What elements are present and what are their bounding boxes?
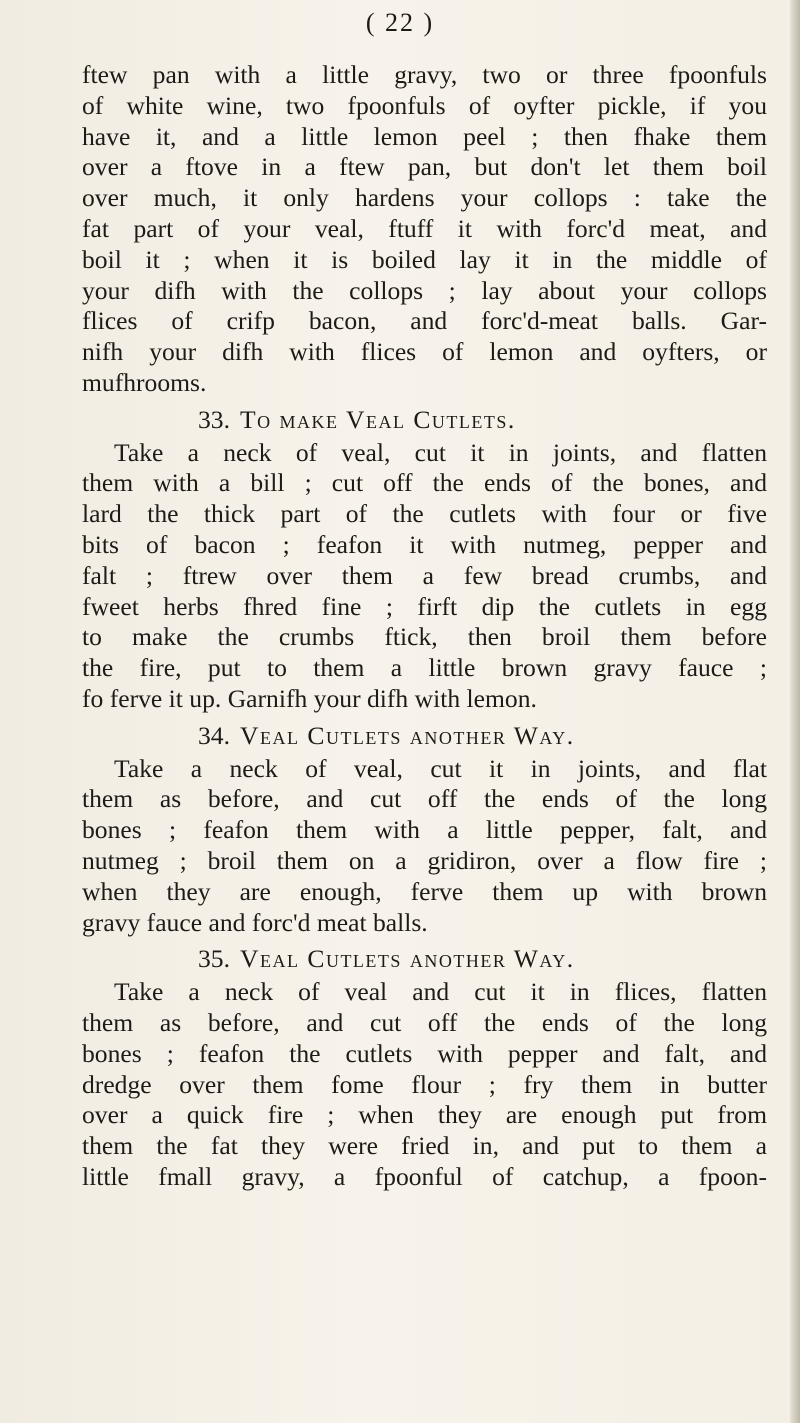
text-line: flices of crifp bacon, and forc'd-meat balls. Gar- — [82, 306, 767, 336]
text-line: them as before, and cut off the ends of the long — [82, 784, 767, 814]
text-line: to make the crumbs ftick, then broil them before — [82, 622, 767, 652]
recipe-number: 33. — [198, 404, 230, 434]
text-line: falt ; ftrew over them a few bread crumbs, and — [82, 560, 767, 590]
text-line: Take a neck of veal, cut it in joints, and flat — [114, 753, 767, 783]
text-line: mufhrooms. — [82, 367, 207, 397]
text-line: fweet herbs fhred fine ; firft dip the cutlets in egg — [82, 591, 767, 621]
text-line: over a quick fire ; when they are enough put from — [82, 1100, 767, 1130]
text-line: the fire, put to them a little brown gravy fauce ; — [82, 653, 767, 683]
recipe-number: 35. — [198, 944, 230, 974]
recipe-heading-33 — [82, 405, 767, 436]
text-line: when they are enough, ferve them up with brown — [82, 876, 767, 906]
text-line: Take a neck of veal, cut it in joints, and flatten — [114, 437, 767, 467]
text-line: bones ; feafon them with a little pepper, falt, and — [82, 815, 767, 845]
text-line: bits of bacon ; feafon it with nutmeg, pepper and — [82, 529, 767, 559]
text-line: over a ftove in a ftew pan, but don't let them boil — [82, 152, 767, 182]
text-line: of white wine, two fpoonfuls of oyfter pickle, if you — [82, 90, 767, 120]
page-text — [82, 60, 767, 1193]
text-line: nifh your difh with flices of lemon and oyfters, or — [82, 337, 767, 367]
text-line: fat part of your veal, ftuff it with forc'd meat, and — [82, 213, 767, 243]
text-line: boil it ; when it is boiled lay it in the middle of — [82, 244, 767, 274]
text-line: ftew pan with a little gravy, two or three fpoonfuls — [82, 60, 767, 89]
recipe-title: Veal Cutlets another Way. — [240, 944, 575, 974]
page-edge-shadow — [790, 0, 800, 1423]
text-line: over much, it only hardens your collops : take the — [82, 183, 767, 213]
page-number: ( 22 ) — [365, 8, 435, 37]
recipe-number: 34. — [198, 720, 230, 750]
text-line: Take a neck of veal and cut it in flices, flatten — [114, 977, 767, 1007]
text-line: dredge over them fome flour ; fry them in butter — [82, 1069, 767, 1099]
text-line: gravy fauce and forc'd meat balls. — [82, 907, 428, 937]
text-line: lard the thick part of the cutlets with four or five — [82, 499, 767, 529]
text-line: them as before, and cut off the ends of the long — [82, 1007, 767, 1037]
text-line: them with a bill ; cut off the ends of the bones, and — [82, 468, 767, 498]
text-line: them the fat they were fried in, and put to them a — [82, 1131, 767, 1161]
recipe-heading-35 — [82, 944, 767, 975]
recipe-title: Veal Cutlets another Way. — [240, 720, 575, 750]
recipe-heading-34 — [82, 721, 767, 752]
recipe-title: To make Veal Cutlets. — [240, 404, 516, 434]
text-line: little fmall gravy, a fpoonful of catchup, a fpoon- — [82, 1161, 767, 1191]
text-line: bones ; feafon the cutlets with pepper and falt, and — [82, 1038, 767, 1068]
text-line: nutmeg ; broil them on a gridiron, over a flow fire ; — [82, 845, 767, 875]
text-line: fo ferve it up. Garnifh your difh with lemon. — [82, 683, 537, 713]
text-line: have it, and a little lemon peel ; then fhake them — [82, 121, 767, 151]
text-line: your difh with the collops ; lay about your collops — [82, 275, 767, 305]
